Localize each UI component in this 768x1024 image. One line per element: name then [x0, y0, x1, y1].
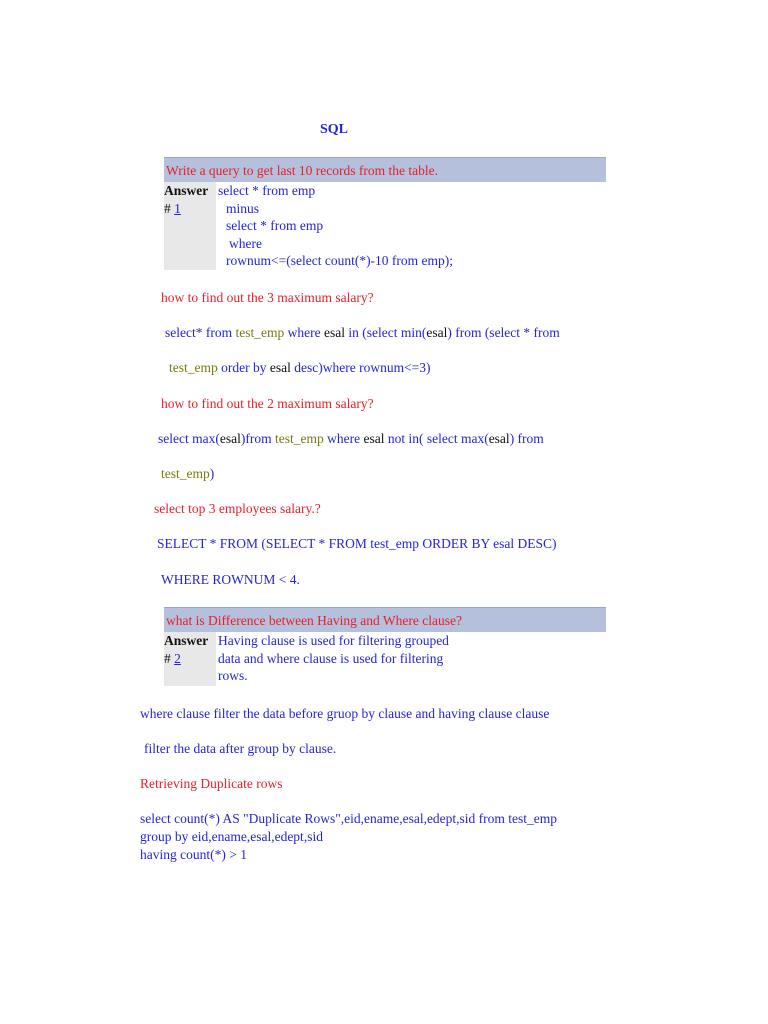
qa-question: what is Difference between Having and Where clause?: [164, 607, 606, 632]
answer-text: [218, 632, 449, 685]
code-token: esal: [488, 431, 510, 446]
answer-label-cell: [164, 632, 216, 686]
code-2-max-line2: [161, 466, 214, 482]
answer-number-prefix: #: [164, 650, 175, 666]
code-3-max-line2: [169, 360, 431, 376]
code-token: ): [209, 466, 215, 481]
code-token: esal: [363, 431, 385, 446]
code-token: not in( select max(: [384, 431, 489, 446]
duplicates-code-line: having count(*) > 1: [140, 847, 247, 862]
answer-label: Answer: [164, 633, 209, 648]
answer-line: Having clause is used for filtering grouped: [218, 633, 449, 648]
code-top-3-line2: WHERE ROWNUM < 4.: [161, 572, 300, 587]
question-2-max-salary: how to find out the 2 maximum salary?: [161, 396, 374, 411]
code-token: )from: [240, 431, 275, 446]
code-token: select max(: [158, 431, 220, 446]
code-token: esal: [323, 325, 345, 340]
answer-number-link[interactable]: 1: [174, 200, 181, 216]
question-3-max-salary: how to find out the 3 maximum salary?: [161, 290, 374, 305]
code-token: where: [284, 325, 324, 340]
duplicates-heading: Retrieving Duplicate rows: [140, 776, 283, 791]
answer-line: select * from emp: [218, 183, 316, 198]
answer-label-cell: [164, 182, 216, 270]
code-token: select* from: [165, 325, 236, 340]
code-token: esal: [426, 325, 448, 340]
code-2-max-line1: [158, 431, 544, 447]
answer-line: minus: [226, 200, 260, 216]
qa-question: Write a query to get last 10 records from the table.: [164, 157, 606, 182]
answer-number: [164, 200, 216, 218]
answer-number-link[interactable]: 2: [174, 650, 181, 666]
qa-box-having-vs-where: [164, 607, 606, 686]
question-top-3-salary: select top 3 employees salary.?: [154, 501, 321, 516]
code-token: desc)where rownum<=3): [290, 360, 431, 375]
code-token: test_emp: [169, 360, 218, 375]
page-title: SQL: [320, 122, 349, 137]
answer-line: where: [229, 235, 262, 251]
code-token: ) from: [509, 431, 544, 446]
code-token: in (select min(: [344, 325, 427, 340]
where-having-line1: where clause filter the data before gruop by clause and having clause clause: [140, 706, 550, 721]
code-3-max-line1: [165, 325, 560, 341]
duplicates-code-line: group by eid,ename,esal,edept,sid: [140, 829, 323, 844]
code-token: test_emp: [235, 325, 285, 340]
code-token: esal: [219, 431, 241, 446]
code-token: where: [323, 431, 364, 446]
answer-text: [218, 182, 453, 270]
answer-number-prefix: #: [164, 200, 175, 216]
qa-box-last-10-records: [164, 157, 606, 270]
answer-line: select * from emp: [226, 218, 324, 233]
code-token: order by: [217, 360, 270, 375]
code-top-3-line1: SELECT * FROM (SELECT * FROM test_emp ORDER BY esal DESC): [157, 536, 557, 551]
code-token: esal: [269, 360, 291, 375]
answer-line: rownum<=(select count(*)-10 from emp);: [226, 253, 454, 268]
code-token: ) from (select * from: [447, 325, 560, 340]
answer-number: [164, 650, 216, 668]
duplicates-code-line: select count(*) AS "Duplicate Rows",eid,ename,esal,edept,sid from test_emp: [140, 811, 558, 826]
answer-line: rows.: [218, 668, 248, 683]
code-token: test_emp: [161, 466, 210, 481]
code-token: test_emp: [274, 431, 324, 446]
where-having-line2: filter the data after group by clause.: [144, 741, 337, 756]
answer-line: data and where clause is used for filtering: [218, 650, 444, 666]
answer-label: Answer: [164, 183, 209, 198]
